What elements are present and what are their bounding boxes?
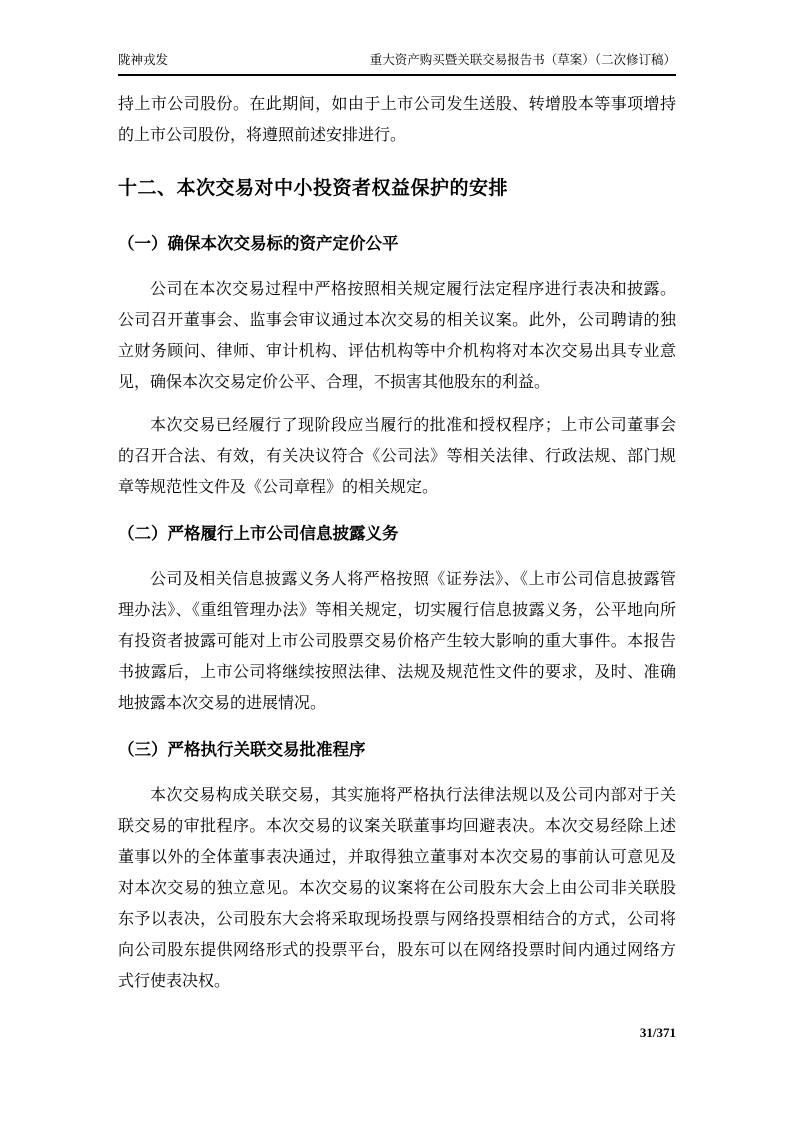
header-company-name: 陇神戎发 [118,53,169,67]
subsection-2-paragraph-1: 公司及相关信息披露义务人将严格按照《证券法》、《上市公司信息披露管理办法》、《重组管理办法》等相关规定，切实履行信息披露义务，公平地向所有投资者披露可能对上市公司股票交易价格产生较大影响的重大事件。本报告书披露后，上市公司将继续按照法律、法规及规范性文件的要求，及时、准确地披露本次交易的进展情况。 [118,571,676,712]
subsection-title-3: （三）严格执行关联交易批准程序 [118,741,366,759]
subsection-title-1: （一）确保本次交易标的资产定价公平 [118,235,399,253]
header-report-title: 重大资产购买暨关联交易报告书（草案）（二次修订稿） [369,53,676,67]
subsection-1-paragraph-2: 本次交易已经履行了现阶段应当履行的批准和授权程序；上市公司董事会的召开合法、有效，有关决议符合《公司法》等相关法律、行政法规、部门规章等规范性文件及《公司章程》的相关规定。 [118,417,676,496]
page-header [118,52,676,76]
subsection-3-paragraph-1: 本次交易构成关联交易，其实施将严格执行法律法规以及公司内部对于关联交易的审批程序。本次交易的议案关联董事均回避表决。本次交易经除上述董事以外的全体董事表决通过，并取得独立董事对本次交易的事前认可意见及对本次交易的独立意见。本次交易的议案将在公司股东大会上由公司非关联股东予以表决，公司股东大会将采取现场投票与网络投票相结合的方式，公司将向公司股东提供网络形式的投票平台，股东可以在网络投票时间内通过网络方式行使表决权。 [118,787,676,990]
subsection-1-paragraph-1: 公司在本次交易过程中严格按照相关规定履行法定程序进行表决和披露。公司召开董事会、监事会审议通过本次交易的相关议案。此外，公司聘请的独立财务顾问、律师、审计机构、评估机构等中介机构将对本次交易出具专业意见，确保本次交易定价公平、合理，不损害其他股东的利益。 [118,281,676,391]
subsection-title-2: （二）严格履行上市公司信息披露义务 [118,525,399,543]
page-body [118,89,676,1009]
section-title: 十二、本次交易对中小投资者权益保护的安排 [118,178,509,199]
page-number: 31/371 [639,1025,676,1040]
continuation-paragraph: 持上市公司股份。在此期间，如由于上市公司发生送股、转增股本等事项增持的上市公司股份，将遵照前述安排进行。 [118,96,676,144]
